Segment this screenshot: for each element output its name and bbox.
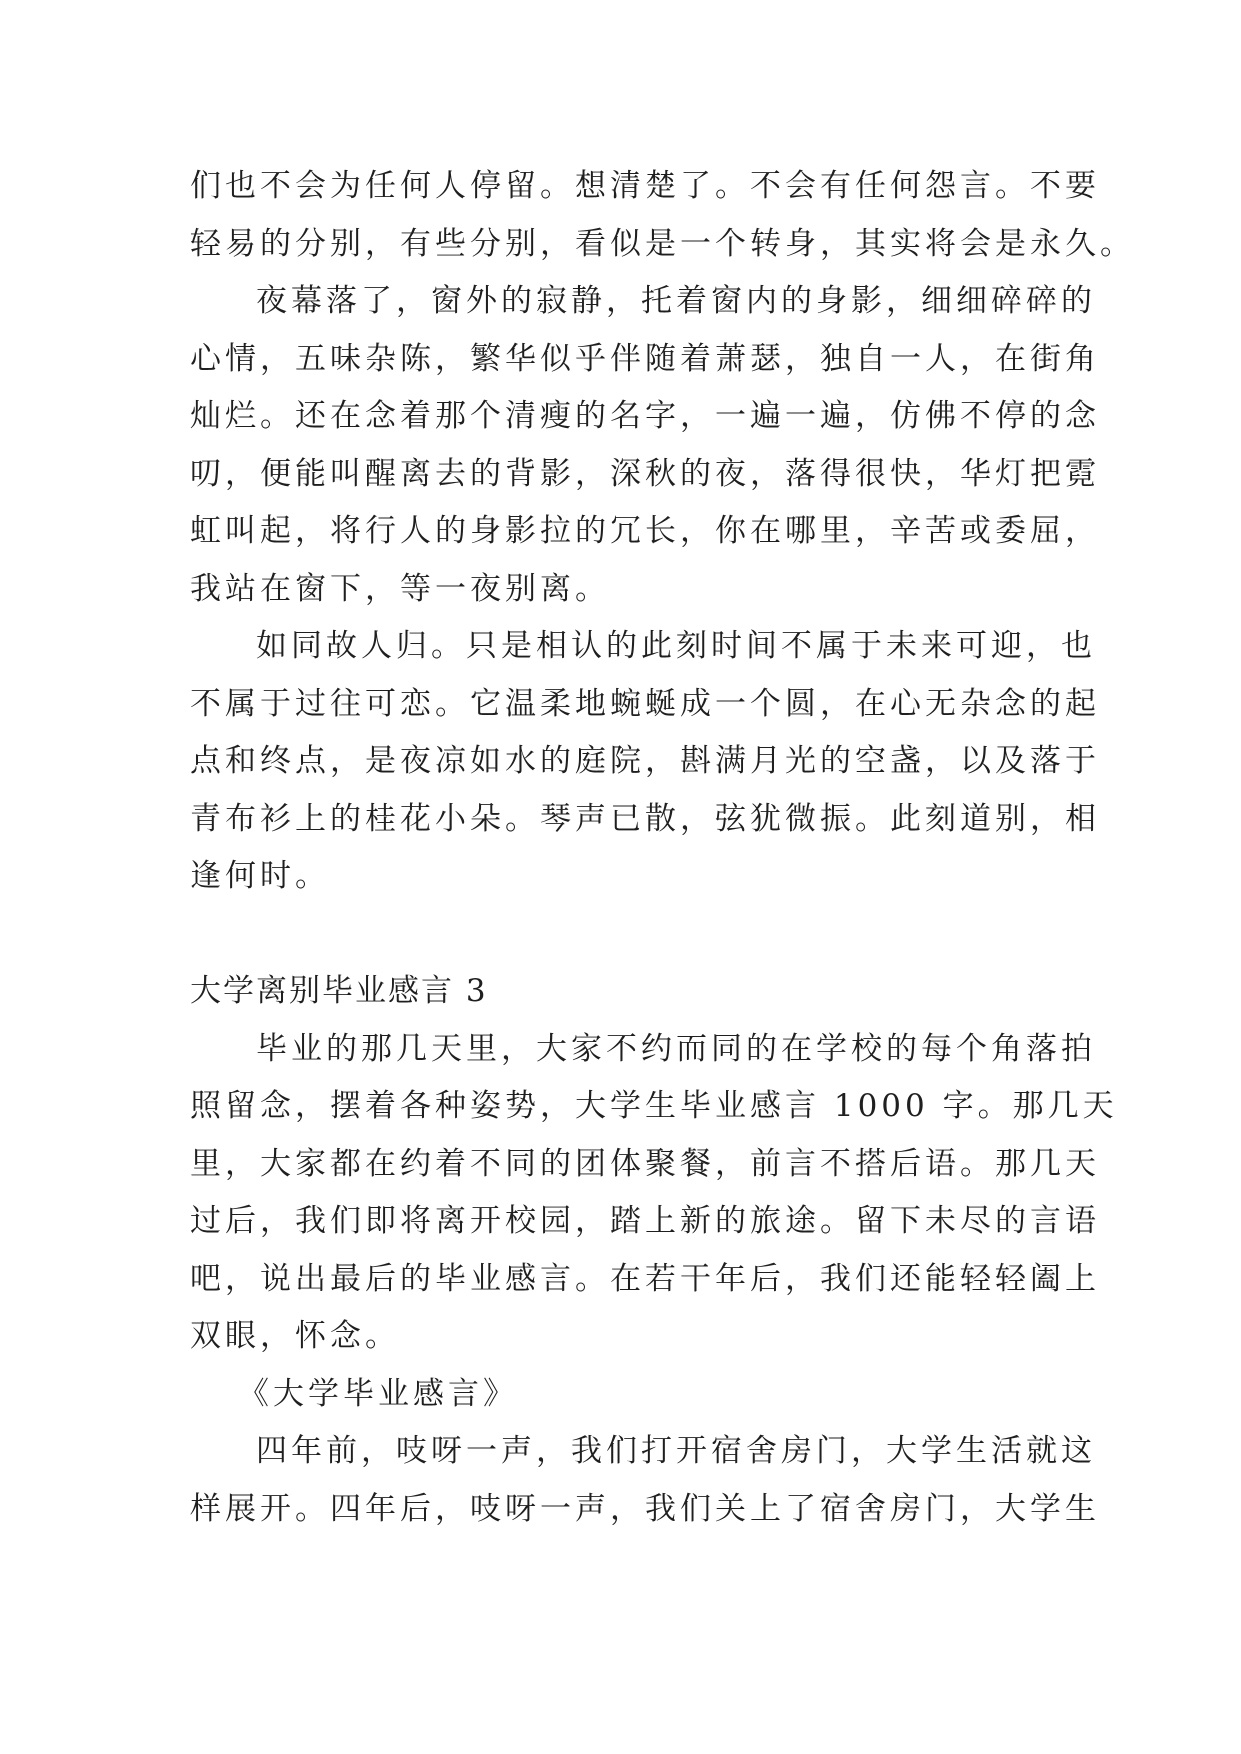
- text-line: 点和终点，是夜凉如水的庭院，斟满月光的空盏，以及落于: [190, 743, 1100, 779]
- paragraph-1: [190, 158, 1135, 273]
- text-line: 毕业的那几天里，大家不约而同的在学校的每个角落拍: [256, 1030, 1096, 1067]
- text-line: 四年前，吱呀一声，我们打开宿舍房门，大学生活就这: [256, 1433, 1096, 1469]
- text-line: 吧，说出最后的毕业感言。在若干年后，我们还能轻轻阖上: [190, 1260, 1100, 1297]
- text-line: 逢何时。: [190, 858, 330, 894]
- paragraph-2: [190, 273, 1100, 618]
- text-line: 样展开。四年后，吱呀一声，我们关上了宿舍房门，大学生: [190, 1490, 1100, 1527]
- text-line: 照留念，摆着各种姿势，大学生毕业感言 1000 字。那几天: [190, 1088, 1118, 1124]
- text-line: 我站在窗下，等一夜别离。: [190, 570, 610, 607]
- blank-line: [190, 906, 1060, 964]
- section-paragraph-1: [190, 1021, 1118, 1366]
- text-line: 心情，五味杂陈，繁华似乎伴随着萧瑟，独自一人，在街角: [190, 340, 1100, 377]
- text-line: 青布衫上的桂花小朵。琴声已散，弦犹微振。此刻道别，相: [190, 800, 1100, 837]
- text-line: 如同故人归。只是相认的此刻时间不属于未来可迎，也: [256, 628, 1096, 664]
- text-line: 双眼，怀念。: [190, 1318, 400, 1354]
- text-line: 灿烂。还在念着那个清瘦的名字，一遍一遍，仿佛不停的念: [190, 398, 1100, 434]
- text-line: 虹叫起，将行人的身影拉的冗长，你在哪里，辛苦或委屈，: [190, 513, 1100, 549]
- text-line: 不属于过往可恋。它温柔地蜿蜒成一个圆，在心无杂念的起: [190, 685, 1100, 722]
- section-heading: 大学离别毕业感言 3: [190, 973, 488, 1009]
- document-body: [190, 158, 1135, 1538]
- text-line: 轻易的分别，有些分别，看似是一个转身，其实将会是永久。: [190, 225, 1135, 262]
- text-line: 叨，便能叫醒离去的背影，深秋的夜，落得很快，华灯把霓: [190, 455, 1100, 492]
- section-paragraph-3: [190, 1423, 1100, 1538]
- essay-title: 《大学毕业感言》: [238, 1375, 518, 1412]
- paragraph-3: [190, 618, 1100, 906]
- text-line: 们也不会为任何人停留。想清楚了。不会有任何怨言。不要: [190, 168, 1100, 204]
- text-line: 夜幕落了，窗外的寂静，托着窗内的身影，细细碎碎的: [256, 283, 1096, 319]
- section-paragraph-2: [190, 1366, 1060, 1424]
- text-line: 里，大家都在约着不同的团体聚餐，前言不搭后语。那几天: [190, 1145, 1100, 1182]
- text-line: 过后，我们即将离开校园，踏上新的旅途。留下未尽的言语: [190, 1203, 1100, 1239]
